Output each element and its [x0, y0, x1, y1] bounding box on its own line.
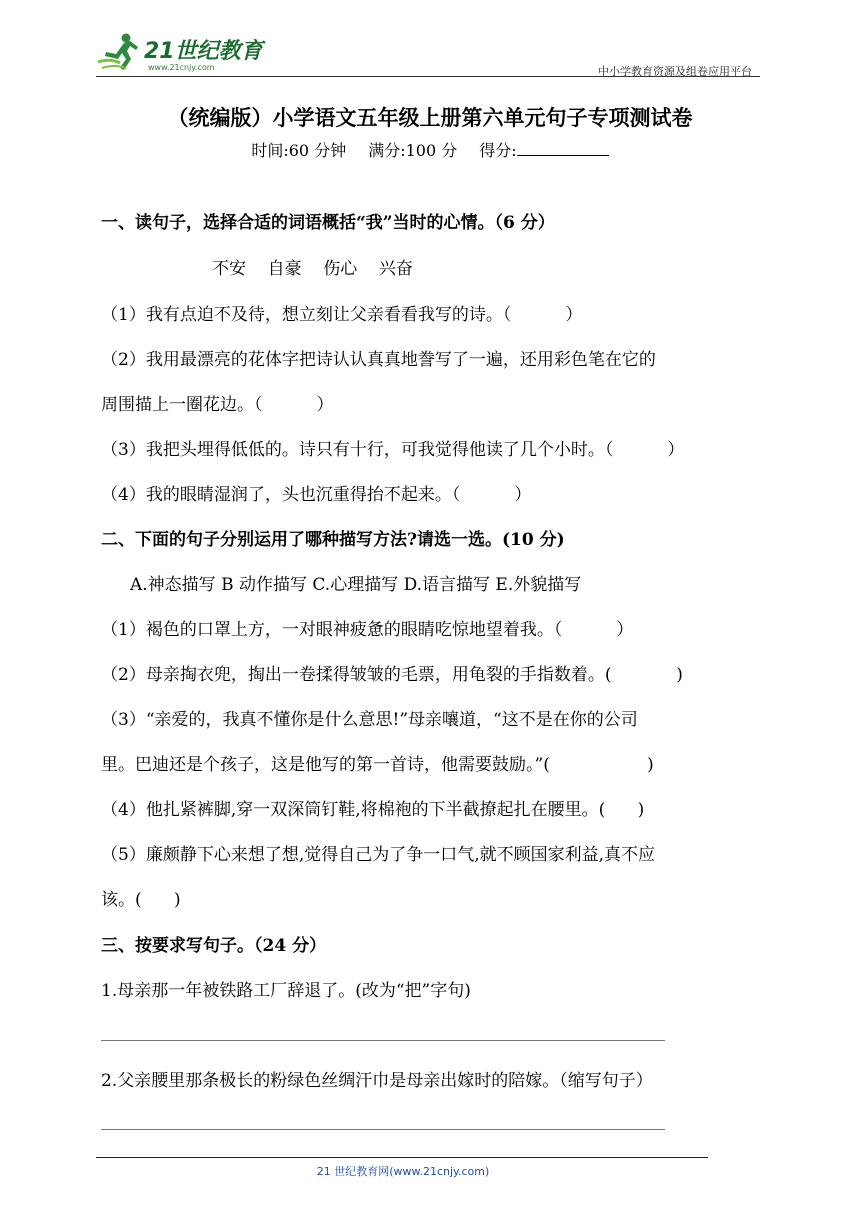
section3-question-2: 2.父亲腰里那条极长的粉绿色丝绸汗巾是母亲出嫁时的陪嫁。（缩写句子） [101, 1071, 653, 1091]
section2-question-5b: 该。( ) [101, 890, 181, 910]
section2-heading: 二、下面的句子分别运用了哪种描写方法?请选一选。(10 分) [101, 530, 565, 550]
runner-logo-icon [96, 32, 142, 72]
header-divider [96, 76, 760, 77]
section1-question-2a: （2）我用最漂亮的花体字把诗认认真真地誊写了一遍，还用彩色笔在它的 [101, 350, 656, 370]
score-label: 得分: [479, 141, 517, 160]
section1-question-1: （1）我有点迫不及待，想立刻让父亲看看我写的诗。（ ） [101, 305, 583, 325]
section1-options: 不安 自豪 伤心 兴奋 [212, 259, 413, 279]
answer-line-2[interactable] [101, 1129, 665, 1130]
section3-heading: 三、按要求写句子。（24 分） [101, 936, 327, 956]
section2-question-4: （4）他扎紧裤脚,穿一双深筒钉鞋,将棉袍的下半截撩起扎在腰里。( ) [101, 800, 645, 820]
answer-line-1[interactable] [101, 1040, 665, 1041]
logo-text: 21世纪教育 [144, 39, 263, 64]
platform-label: 中小学教育资源及组卷应用平台 [598, 65, 752, 78]
logo [96, 30, 266, 76]
full-score-info: 满分:100 分 [368, 141, 458, 160]
page-header [96, 30, 760, 78]
footer-divider [96, 1157, 708, 1158]
footer-link[interactable]: 21 世纪教育网(www.21cnjy.com) [316, 1165, 490, 1178]
section2-options: A.神态描写 B 动作描写 C.心理描写 D.语言描写 E.外貌描写 [130, 575, 582, 595]
section1-question-4: （4）我的眼睛湿润了，头也沉重得抬不起来。（ ） [101, 485, 532, 505]
section2-question-3b: 里。巴迪还是个孩子，这是他写的第一首诗，他需要鼓励。”( ) [101, 755, 654, 775]
section2-question-5a: （5）廉颇静下心来想了想,觉得自己为了争一口气,就不顾国家利益,真不应 [101, 845, 656, 865]
exam-info [0, 138, 860, 161]
time-info: 时间:60 分钟 [251, 141, 347, 160]
section1-question-3: （3）我把头埋得低低的。诗只有十行，可我觉得他读了几个小时。（ ） [101, 440, 685, 460]
section2-question-3a: （3）“亲爱的，我真不懂你是什么意思!”母亲嚷道，“这不是在你的公司 [101, 710, 638, 730]
section3-question-1: 1.母亲那一年被铁路工厂辞退了。(改为“把”字句) [101, 981, 471, 1001]
score-blank[interactable] [517, 141, 609, 156]
section2-question-2: （2）母亲掏衣兜，掏出一卷揉得皱皱的毛票，用龟裂的手指数着。( ) [101, 665, 683, 685]
section1-question-2b: 周围描上一圈花边。（ ） [101, 395, 334, 415]
logo-url: www.21cnjy.com [148, 63, 215, 72]
section2-question-1: （1）褐色的口罩上方，一对眼神疲惫的眼睛吃惊地望着我。（ ） [101, 620, 634, 640]
section1-heading: 一、读句子，选择合适的词语概括“我”当时的心情。（6 分） [101, 213, 555, 233]
page-title: （统编版）小学语文五年级上册第六单元句子专项测试卷 [167, 105, 693, 130]
